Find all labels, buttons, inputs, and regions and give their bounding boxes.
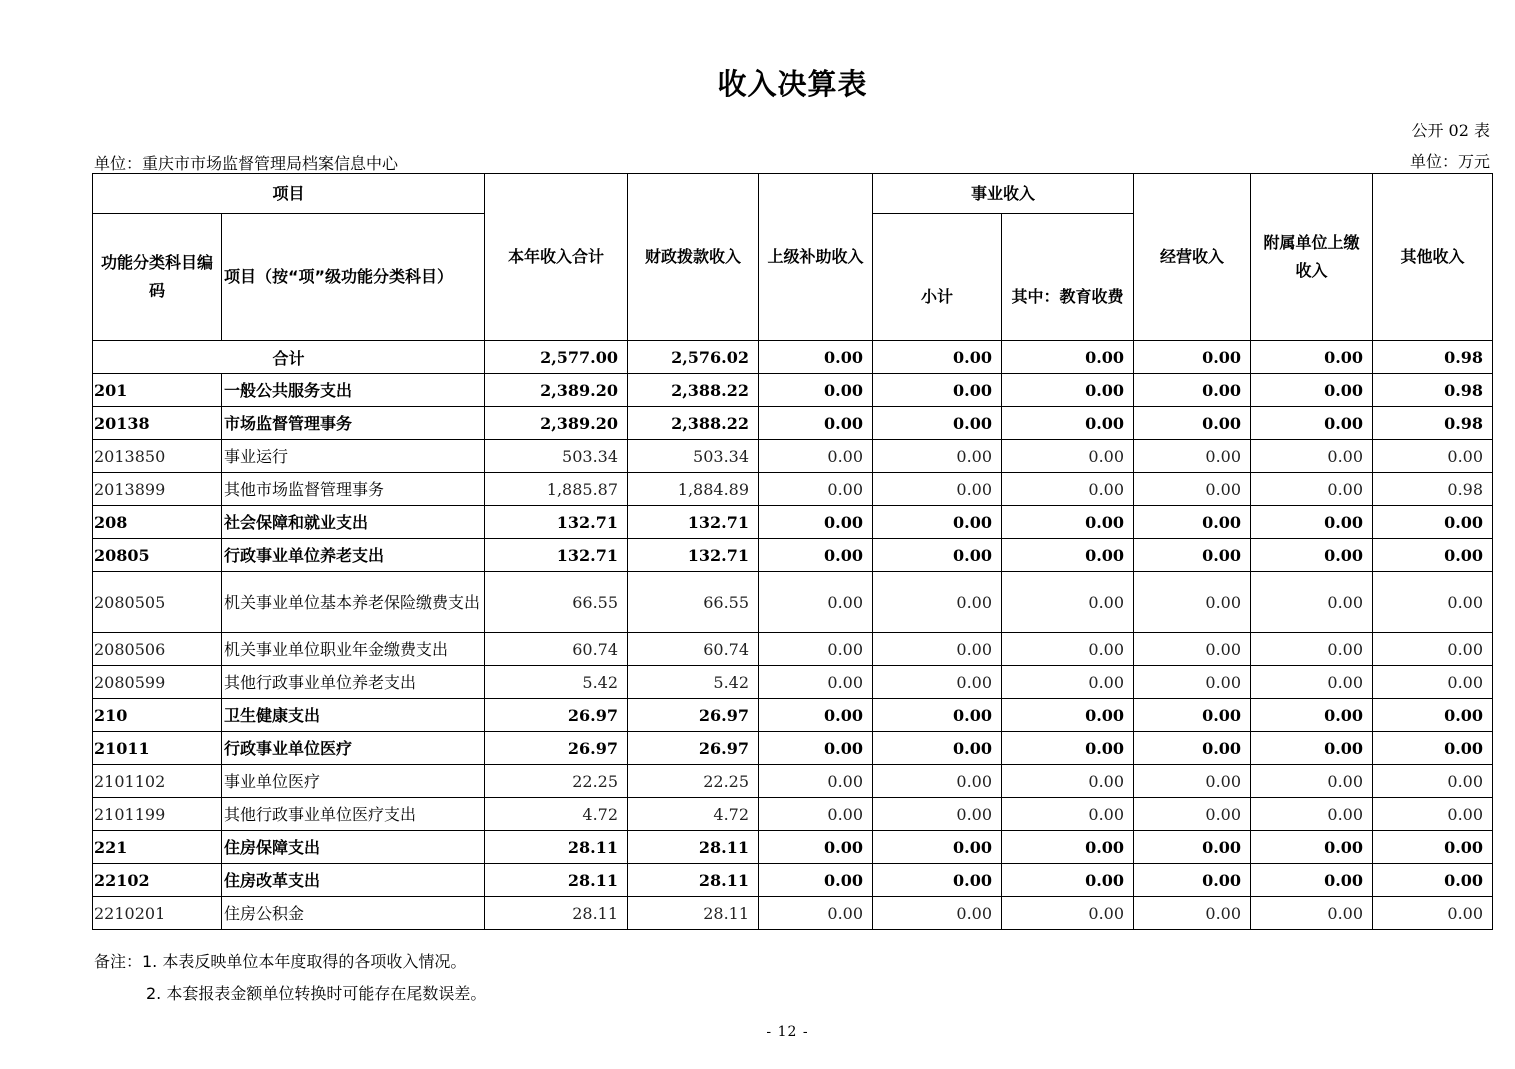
row-value: 0.00 (1002, 539, 1134, 572)
total-cell: 0.00 (1134, 341, 1251, 374)
table-row (93, 831, 1493, 864)
row-name: 其他市场监督管理事务 (222, 473, 485, 506)
header-affiliated: 附属单位上缴收入 (1251, 174, 1373, 341)
note-line-2: 2. 本套报表金额单位转换时可能存在尾数误差。 (146, 984, 487, 1003)
page-title: 收入决算表 (717, 67, 868, 101)
row-value: 0.00 (759, 699, 873, 732)
row-value: 0.00 (759, 407, 873, 440)
header-other: 其他收入 (1373, 174, 1493, 341)
row-value: 0.00 (1002, 864, 1134, 897)
row-value: 0.00 (873, 506, 1002, 539)
row-name: 住房改革支出 (222, 864, 485, 897)
row-value: 0.00 (1002, 699, 1134, 732)
row-value: 2,388.22 (628, 407, 759, 440)
row-value: 0.00 (1002, 440, 1134, 473)
row-name: 一般公共服务支出 (222, 374, 485, 407)
row-value: 28.11 (485, 897, 628, 930)
row-value: 0.00 (1134, 732, 1251, 765)
row-value: 0.00 (1002, 572, 1134, 633)
row-value: 28.11 (485, 864, 628, 897)
row-value: 0.98 (1373, 473, 1493, 506)
total-cell: 2,576.02 (628, 341, 759, 374)
row-value: 1,884.89 (628, 473, 759, 506)
row-value: 0.00 (1002, 473, 1134, 506)
reporting-unit: 单位：重庆市市场监督管理局档案信息中心 (94, 154, 399, 173)
header-fiscal: 财政拨款收入 (628, 174, 759, 341)
table-row (93, 732, 1493, 765)
row-value: 0.00 (1251, 732, 1373, 765)
row-name: 行政事业单位医疗 (222, 732, 485, 765)
row-value: 0.00 (1134, 798, 1251, 831)
header-code: 功能分类科目编码 (93, 214, 222, 341)
row-value: 0.00 (873, 539, 1002, 572)
row-value: 0.00 (759, 864, 873, 897)
row-value: 66.55 (628, 572, 759, 633)
row-value: 0.00 (873, 798, 1002, 831)
row-value: 0.00 (759, 440, 873, 473)
row-value: 0.00 (1251, 633, 1373, 666)
row-value: 0.00 (1134, 539, 1251, 572)
row-value: 26.97 (628, 732, 759, 765)
row-name: 卫生健康支出 (222, 699, 485, 732)
row-code: 2013899 (93, 473, 222, 506)
row-value: 0.00 (759, 765, 873, 798)
header-subtotal: 小计 (873, 214, 1002, 341)
row-code: 2101199 (93, 798, 222, 831)
row-code: 22102 (93, 864, 222, 897)
row-value: 0.00 (1373, 864, 1493, 897)
row-value: 0.00 (759, 473, 873, 506)
row-value: 0.00 (1373, 666, 1493, 699)
row-value: 0.00 (1373, 506, 1493, 539)
page-number: - 12 - (766, 1024, 809, 1040)
row-value: 22.25 (628, 765, 759, 798)
row-value: 0.00 (1251, 831, 1373, 864)
row-value: 0.00 (1002, 407, 1134, 440)
row-name: 事业运行 (222, 440, 485, 473)
row-value: 0.00 (1373, 699, 1493, 732)
row-value: 0.00 (759, 374, 873, 407)
row-value: 0.00 (1251, 440, 1373, 473)
row-code: 201 (93, 374, 222, 407)
table-row (93, 539, 1493, 572)
row-value: 132.71 (628, 506, 759, 539)
table-row (93, 407, 1493, 440)
row-value: 0.00 (1251, 666, 1373, 699)
row-value: 0.00 (1002, 374, 1134, 407)
row-code: 2210201 (93, 897, 222, 930)
row-value: 28.11 (485, 831, 628, 864)
row-name: 住房公积金 (222, 897, 485, 930)
row-value: 0.00 (1373, 633, 1493, 666)
row-value: 0.00 (1134, 699, 1251, 732)
row-value: 22.25 (485, 765, 628, 798)
row-name: 机关事业单位职业年金缴费支出 (222, 633, 485, 666)
row-value: 28.11 (628, 831, 759, 864)
row-value: 0.00 (1002, 633, 1134, 666)
row-value: 0.00 (1134, 666, 1251, 699)
row-value: 0.00 (873, 699, 1002, 732)
row-value: 503.34 (628, 440, 759, 473)
row-value: 0.98 (1373, 407, 1493, 440)
row-value: 0.00 (1134, 407, 1251, 440)
row-value: 2,388.22 (628, 374, 759, 407)
row-value: 0.00 (1373, 572, 1493, 633)
row-value: 0.00 (759, 897, 873, 930)
table-row (93, 440, 1493, 473)
total-cell: 0.00 (873, 341, 1002, 374)
row-value: 1,885.87 (485, 473, 628, 506)
row-value: 0.00 (1002, 831, 1134, 864)
row-value: 0.00 (1134, 765, 1251, 798)
currency-unit: 单位：万元 (1409, 152, 1490, 171)
note-line-1: 备注：1. 本表反映单位本年度取得的各项收入情况。 (94, 952, 467, 971)
income-table (92, 173, 1493, 930)
row-name: 市场监督管理事务 (222, 407, 485, 440)
total-cell: 0.00 (759, 341, 873, 374)
total-row (93, 341, 1493, 374)
row-value: 0.00 (1373, 440, 1493, 473)
row-value: 0.98 (1373, 374, 1493, 407)
row-value: 0.00 (873, 572, 1002, 633)
row-value: 0.00 (1251, 572, 1373, 633)
row-value: 0.00 (1373, 831, 1493, 864)
row-value: 28.11 (628, 897, 759, 930)
row-code: 2013850 (93, 440, 222, 473)
row-value: 0.00 (1373, 798, 1493, 831)
table-row (93, 666, 1493, 699)
row-code: 221 (93, 831, 222, 864)
header-project-group: 项目 (93, 174, 485, 214)
row-value: 0.00 (1134, 572, 1251, 633)
row-code: 20805 (93, 539, 222, 572)
row-value: 0.00 (1373, 765, 1493, 798)
row-value: 0.00 (1251, 699, 1373, 732)
row-value: 26.97 (485, 699, 628, 732)
table-row (93, 699, 1493, 732)
table-row (93, 572, 1493, 633)
row-code: 208 (93, 506, 222, 539)
row-value: 0.00 (873, 440, 1002, 473)
row-value: 2,389.20 (485, 407, 628, 440)
row-value: 0.00 (1002, 732, 1134, 765)
total-cell: 0.00 (1251, 341, 1373, 374)
table-row (93, 864, 1493, 897)
total-cell: 0.98 (1373, 341, 1493, 374)
row-name: 机关事业单位基本养老保险缴费支出 (222, 572, 485, 633)
row-value: 0.00 (1134, 897, 1251, 930)
row-name: 其他行政事业单位养老支出 (222, 666, 485, 699)
row-code: 20138 (93, 407, 222, 440)
row-value: 0.00 (873, 732, 1002, 765)
row-value: 4.72 (485, 798, 628, 831)
row-code: 2101102 (93, 765, 222, 798)
row-value: 0.00 (1251, 765, 1373, 798)
row-value: 28.11 (628, 864, 759, 897)
row-name: 事业单位医疗 (222, 765, 485, 798)
table-row (93, 374, 1493, 407)
row-value: 0.00 (1373, 732, 1493, 765)
row-value: 0.00 (1134, 506, 1251, 539)
row-value: 0.00 (759, 666, 873, 699)
row-value: 5.42 (485, 666, 628, 699)
row-value: 0.00 (1251, 897, 1373, 930)
total-cell: 2,577.00 (485, 341, 628, 374)
row-value: 0.00 (873, 831, 1002, 864)
header-total: 本年收入合计 (485, 174, 628, 341)
table-row (93, 798, 1493, 831)
row-value: 0.00 (873, 473, 1002, 506)
row-value: 0.00 (873, 864, 1002, 897)
row-value: 0.00 (1002, 798, 1134, 831)
row-name: 住房保障支出 (222, 831, 485, 864)
row-value: 0.00 (1251, 539, 1373, 572)
row-name: 社会保障和就业支出 (222, 506, 485, 539)
header-name: 项目（按“项”级功能分类科目） (222, 214, 485, 341)
row-value: 0.00 (1134, 864, 1251, 897)
row-value: 0.00 (1251, 798, 1373, 831)
row-value: 0.00 (1373, 539, 1493, 572)
total-cell: 0.00 (1002, 341, 1134, 374)
row-code: 2080599 (93, 666, 222, 699)
row-value: 66.55 (485, 572, 628, 633)
table-row (93, 897, 1493, 930)
row-name: 其他行政事业单位医疗支出 (222, 798, 485, 831)
header-business-group: 事业收入 (873, 174, 1134, 214)
row-value: 0.00 (759, 572, 873, 633)
row-value: 0.00 (759, 732, 873, 765)
row-code: 2080506 (93, 633, 222, 666)
header-superior: 上级补助收入 (759, 174, 873, 341)
row-value: 132.71 (485, 506, 628, 539)
row-value: 0.00 (759, 798, 873, 831)
form-number: 公开 02 表 (1411, 121, 1490, 140)
row-value: 0.00 (759, 633, 873, 666)
row-value: 0.00 (1134, 473, 1251, 506)
table-row (93, 633, 1493, 666)
header-operating: 经营收入 (1134, 174, 1251, 341)
row-value: 0.00 (873, 897, 1002, 930)
row-value: 0.00 (1251, 407, 1373, 440)
row-value: 0.00 (873, 633, 1002, 666)
row-value: 0.00 (1002, 897, 1134, 930)
row-value: 0.00 (873, 407, 1002, 440)
row-value: 26.97 (628, 699, 759, 732)
row-value: 0.00 (1373, 897, 1493, 930)
row-value: 26.97 (485, 732, 628, 765)
row-value: 0.00 (1251, 864, 1373, 897)
table-row (93, 765, 1493, 798)
row-value: 0.00 (1002, 666, 1134, 699)
row-value: 60.74 (628, 633, 759, 666)
row-name: 行政事业单位养老支出 (222, 539, 485, 572)
notes (94, 946, 486, 1010)
row-value: 0.00 (873, 765, 1002, 798)
row-code: 2080505 (93, 572, 222, 633)
row-value: 0.00 (1134, 440, 1251, 473)
row-code: 210 (93, 699, 222, 732)
row-value: 0.00 (1251, 374, 1373, 407)
row-value: 0.00 (759, 539, 873, 572)
row-value: 4.72 (628, 798, 759, 831)
header-education: 其中：教育收费 (1002, 214, 1134, 341)
row-value: 0.00 (1002, 765, 1134, 798)
row-value: 503.34 (485, 440, 628, 473)
row-value: 0.00 (873, 666, 1002, 699)
row-value: 0.00 (1002, 506, 1134, 539)
row-value: 0.00 (1134, 374, 1251, 407)
row-value: 0.00 (1134, 633, 1251, 666)
row-value: 5.42 (628, 666, 759, 699)
row-value: 0.00 (873, 374, 1002, 407)
table-row (93, 473, 1493, 506)
row-code: 21011 (93, 732, 222, 765)
row-value: 132.71 (628, 539, 759, 572)
row-value: 0.00 (1251, 473, 1373, 506)
row-value: 0.00 (759, 506, 873, 539)
row-value: 0.00 (1134, 831, 1251, 864)
row-value: 2,389.20 (485, 374, 628, 407)
total-label: 合计 (93, 341, 485, 374)
row-value: 60.74 (485, 633, 628, 666)
row-value: 132.71 (485, 539, 628, 572)
row-value: 0.00 (1251, 506, 1373, 539)
row-value: 0.00 (759, 831, 873, 864)
table-row (93, 506, 1493, 539)
